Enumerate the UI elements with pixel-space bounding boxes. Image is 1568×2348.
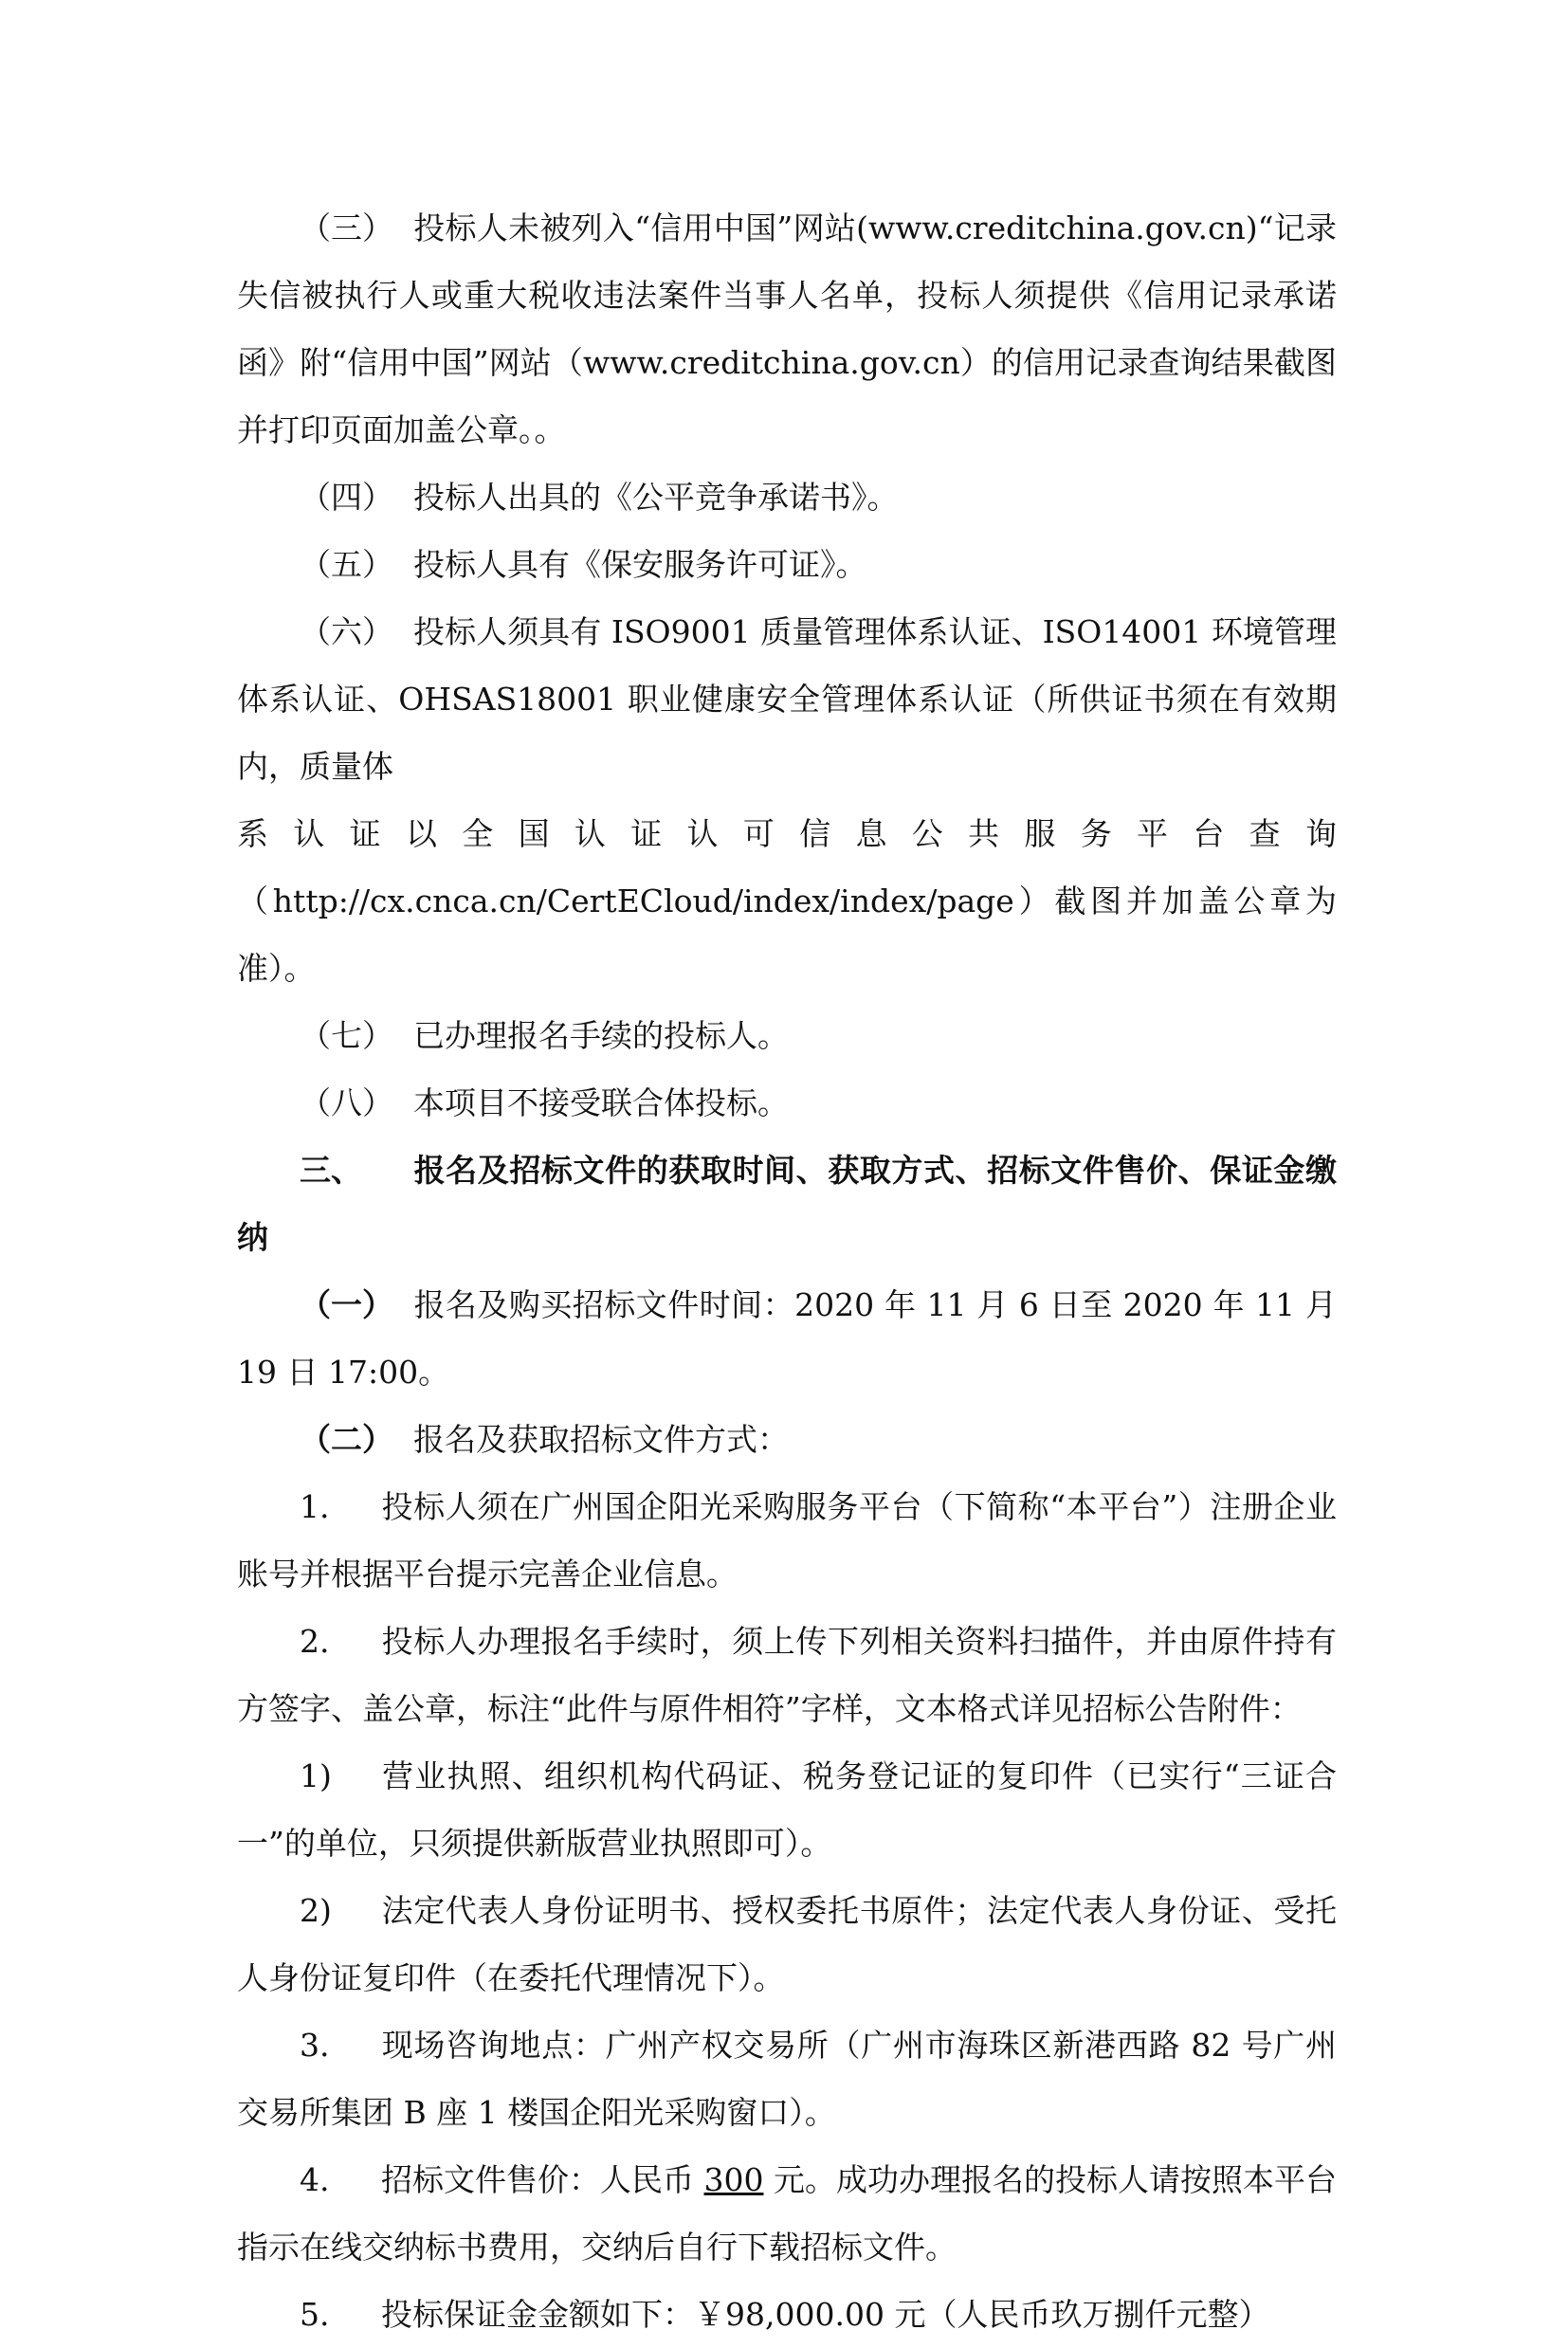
clause-number: （六） <box>300 613 393 650</box>
clause-number: （八） <box>300 1084 393 1121</box>
list-item <box>237 1742 1337 1877</box>
item-text: 投标人须在广州国企阳光采购服务平台（下简称“本平台”）注册企业账号并根据平台提示完善企业信息。 <box>237 1488 1337 1593</box>
subsection-text: 报名及获取招标文件方式： <box>413 1421 789 1458</box>
item-number: 1) <box>300 1757 332 1794</box>
item-number: 3. <box>300 2027 330 2064</box>
item-text: 营业执照、组织机构代码证、税务登记证的复印件（已实行“三证合一”的单位，只须提供新版营业执照即可）。 <box>237 1757 1337 1862</box>
clause-text: 投标人未被列入“信用中国”网站(www.creditchina.gov.cn)“记录失信被执行人或重大税收违法案件当事人名单，投标人须提供《信用记录承诺函》附“信用中国”网站（www.creditchina.gov.cn）的信用记录查询结果截图并打印页面加盖公章。。 <box>237 209 1337 448</box>
clause-text: 投标人须具有 ISO9001 质量管理体系认证、ISO14001 环境管理体系认证、OHSAS18001 职业健康安全管理体系认证（所供证书须在有效期内，质量体 <box>237 613 1337 785</box>
item-number: 1. <box>300 1488 330 1525</box>
list-item <box>237 2146 1337 2281</box>
clause-six <box>237 598 1337 1002</box>
section-number: 三、 <box>300 1152 362 1189</box>
document-page <box>237 194 1337 2348</box>
clause-five <box>237 531 1337 598</box>
list-item <box>237 2281 1337 2348</box>
clause-text: 已办理报名手续的投标人。 <box>413 1017 789 1054</box>
list-item <box>237 1608 1337 1742</box>
clause-text: 投标人具有《保安服务许可证》。 <box>413 546 867 583</box>
clause-six-part-1 <box>237 598 1337 800</box>
clause-number: （五） <box>300 546 393 583</box>
clause-number: （三） <box>300 209 393 246</box>
item-text-before: 招标文件售价：人民币 <box>381 2161 704 2198</box>
subsection-number: （一） <box>300 1286 393 1323</box>
clause-seven <box>237 1002 1337 1069</box>
section-three-heading <box>237 1137 1337 1271</box>
clause-eight <box>237 1069 1337 1137</box>
item-number: 4. <box>300 2161 330 2198</box>
clause-text: 投标人出具的《公平竞争承诺书》。 <box>413 479 899 516</box>
subsection-text: 报名及购买招标文件时间：2020 年 11 月 6 日至 2020 年 11 月 19 日 17:00。 <box>237 1286 1337 1391</box>
clause-number: （四） <box>300 479 393 516</box>
clause-six-part-2: 系认证以全国认证认可信息公共服务平台查询 <box>237 815 1337 852</box>
clause-text: 本项目不接受联合体投标。 <box>413 1084 789 1121</box>
list-item <box>237 1877 1337 2011</box>
document-price: 300 <box>703 2161 764 2198</box>
item-number: 5. <box>300 2296 330 2333</box>
section-title: 报名及招标文件的获取时间、获取方式、招标文件售价、保证金缴纳 <box>237 1152 1337 1256</box>
item-number: 2. <box>300 1623 330 1660</box>
clause-three <box>237 194 1337 464</box>
clause-number: （七） <box>300 1017 393 1054</box>
item-number: 2) <box>300 1892 332 1929</box>
item-text: 法定代表人身份证明书、授权委托书原件；法定代表人身份证、受托人身份证复印件（在委托代理情况下）。 <box>237 1892 1337 1996</box>
clause-four <box>237 464 1337 531</box>
item-text: 投标保证金金额如下：￥98,000.00 元（人民币玖万捌仟元整） <box>381 2296 1270 2333</box>
subsection-two <box>237 1406 1337 1473</box>
item-text: 现场咨询地点：广州产权交易所（广州市海珠区新港西路 82 号广州交易所集团 B 座 1 楼国企阳光采购窗口）。 <box>237 2027 1337 2131</box>
subsection-number: （二） <box>300 1421 393 1458</box>
clause-six-part-3: （http://cx.cnca.cn/CertECloud/index/index/page）截图并加盖公章为准）。 <box>237 883 1337 987</box>
item-text: 投标人办理报名手续时，须上传下列相关资料扫描件，并由原件持有方签字、盖公章，标注“此件与原件相符”字样，文本格式详见招标公告附件： <box>237 1623 1337 1727</box>
item-text-after: 元。成功办理报名的投标人请按照本平台指示在线交纳标书费用，交纳后自行下载招标文件。 <box>237 2161 1337 2266</box>
list-item <box>237 1473 1337 1608</box>
subsection-one <box>237 1271 1337 1406</box>
list-item <box>237 2011 1337 2146</box>
